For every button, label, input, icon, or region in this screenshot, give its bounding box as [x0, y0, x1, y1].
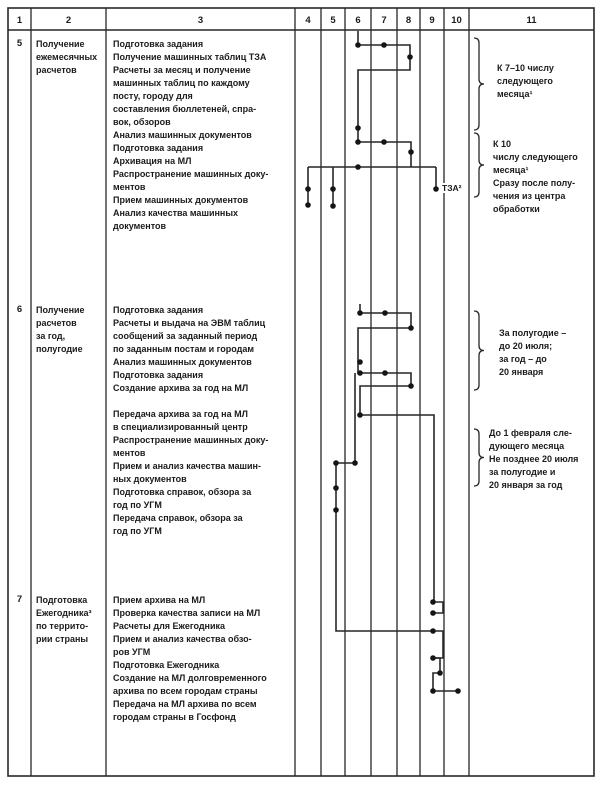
text-line: месяца¹ [497, 89, 533, 99]
text-line: ментов [113, 448, 146, 458]
text-line: сообщений за заданный период [113, 331, 258, 341]
text-line: Архивация на МЛ [113, 156, 192, 166]
column-header-5: 5 [330, 15, 336, 26]
text-line: До 1 февраля сле- [489, 428, 572, 438]
operation-dot [333, 507, 339, 513]
text-line: Сразу после полу- [493, 178, 576, 188]
text-line: по террито- [36, 621, 89, 631]
operation-dot [355, 125, 361, 131]
operation-dot [408, 149, 414, 155]
flow-connector-line [358, 304, 434, 602]
operation-dot [355, 164, 361, 170]
deadline-annotation [499, 327, 594, 379]
text-line [113, 395, 295, 408]
operation-dot [357, 370, 363, 376]
text-line: за полугодие и [489, 467, 556, 477]
text-line: составления бюллетеней, спра- [113, 104, 257, 114]
text-line: К 7–10 числу [497, 63, 554, 73]
deadline-annotation [489, 427, 594, 492]
operation-dot [305, 186, 311, 192]
operation-dot [430, 610, 436, 616]
operation-dot [352, 460, 358, 466]
text-line: Подготовка [36, 595, 88, 605]
operation-dot [455, 688, 461, 694]
text-line: Расчеты за месяц и получение [113, 65, 251, 75]
text-line: Расчеты и выдача на ЭВМ таблиц [113, 318, 266, 328]
text-line: За полугодие – [499, 328, 567, 338]
grouping-brace [474, 429, 484, 486]
operation-dot [357, 412, 363, 418]
text-line: Анализ машинных документов [113, 130, 252, 140]
operation-dot [430, 599, 436, 605]
text-line: обработки [493, 204, 540, 214]
text-line: Расчеты для Ежегодника [113, 621, 226, 631]
deadline-annotation [497, 62, 593, 101]
column-header-10: 10 [451, 15, 462, 26]
text-line: машинных таблиц по каждому [113, 78, 250, 88]
tza-label: ТЗА² [442, 183, 462, 193]
text-line: рии страны [36, 634, 89, 644]
flow-connector-line [433, 631, 443, 658]
column-header-1: 1 [16, 15, 23, 26]
flow-connector-line [433, 658, 458, 691]
grouping-brace [474, 133, 484, 197]
row-task-list [113, 38, 295, 233]
text-line: расчетов [36, 65, 77, 75]
text-line: Анализ качества машинных [113, 208, 239, 218]
text-line: городам страны в Госфонд [113, 712, 236, 722]
row-number: 6 [16, 304, 23, 315]
grouping-brace [474, 311, 484, 390]
column-header-11: 11 [526, 15, 537, 26]
text-line: 20 января [499, 367, 544, 377]
column-header-7: 7 [381, 15, 387, 26]
deadline-annotation [493, 138, 594, 216]
operation-dot [333, 485, 339, 491]
operation-dot [382, 310, 388, 316]
text-line: Передача архива за год на МЛ [113, 409, 248, 419]
text-line: Создание архива за год на МЛ [113, 383, 249, 393]
text-line: Анализ машинных документов [113, 357, 252, 367]
column-header-8: 8 [405, 15, 412, 26]
text-line: чения из центра [493, 191, 566, 201]
text-line: Прием архива на МЛ [113, 595, 206, 605]
operation-dot [430, 688, 436, 694]
text-line: за год, [36, 331, 66, 341]
text-line: Подготовка Ежегодника [113, 660, 220, 670]
operation-dot [357, 310, 363, 316]
row-name [36, 38, 106, 77]
operation-dot [382, 370, 388, 376]
grouping-brace [474, 38, 484, 130]
text-line: вок, обзоров [113, 117, 171, 127]
row-name [36, 304, 106, 356]
text-line: документов [113, 221, 167, 231]
text-line: Прием машинных документов [113, 195, 249, 205]
text-line: Подготовка справок, обзора за [113, 487, 252, 497]
column-header-2: 2 [65, 15, 72, 26]
text-line: Распространение машинных доку- [113, 169, 269, 179]
row-name [36, 594, 106, 646]
text-line: архива по всем городам страны [113, 686, 258, 696]
text-line: посту, городу для [113, 91, 193, 101]
text-line: Подготовка задания [113, 305, 204, 315]
text-line: Получение [36, 39, 85, 49]
text-line: полугодие [36, 344, 83, 354]
text-line: Прием и анализ качества машин- [113, 461, 261, 471]
text-line: ных документов [113, 474, 187, 484]
text-line: Прием и анализ качества обзо- [113, 634, 252, 644]
text-line: следующего [497, 76, 553, 86]
text-line: год по УГМ [113, 500, 162, 510]
text-line: Ежегодника³ [36, 608, 92, 618]
text-line: за год – до [499, 354, 547, 364]
text-line: ежемесячных [36, 52, 98, 62]
operation-dot [433, 186, 439, 192]
operation-dot [407, 54, 413, 60]
column-header-3: 3 [197, 15, 204, 26]
text-line: ров УГМ [113, 647, 151, 657]
text-line: Не позднее 20 июля [489, 454, 579, 464]
text-line: ментов [113, 182, 146, 192]
text-line: 20 января за год [489, 480, 563, 490]
operation-dot [355, 139, 361, 145]
text-line: Получение [36, 305, 85, 315]
operation-dot [408, 383, 414, 389]
operation-dot [330, 203, 336, 209]
text-line: Проверка качества записи на МЛ [113, 608, 261, 618]
operation-dot [381, 42, 387, 48]
table-outer-border [8, 8, 594, 776]
text-line: до 20 июля; [499, 341, 553, 351]
text-line: в специализированный центр [113, 422, 248, 432]
text-line: К 10 [493, 139, 512, 149]
text-line: числу следующего [493, 152, 578, 162]
text-line: Подготовка задания [113, 39, 204, 49]
flow-connector-line [358, 31, 411, 167]
operation-dot [381, 139, 387, 145]
row-task-list [113, 594, 295, 724]
operation-dot [430, 628, 436, 634]
operation-dot [357, 359, 363, 365]
text-line: расчетов [36, 318, 77, 328]
column-header-9: 9 [429, 15, 435, 26]
text-line: Подготовка задания [113, 370, 204, 380]
text-line: по заданным постам и городам [113, 344, 255, 354]
text-line: Передача на МЛ архива по всем [113, 699, 257, 709]
operation-dot [330, 186, 336, 192]
text-line: Подготовка задания [113, 143, 204, 153]
text-line: дующего месяца [489, 441, 565, 451]
column-header-6: 6 [355, 15, 361, 26]
operation-dot [408, 325, 414, 331]
flow-connector-line [336, 373, 433, 631]
operation-dot [437, 670, 443, 676]
text-line: год по УГМ [113, 526, 162, 536]
operation-dot [355, 42, 361, 48]
text-line: Распространение машинных доку- [113, 435, 269, 445]
operation-dot [430, 655, 436, 661]
text-line: месяца¹ [493, 165, 529, 175]
operation-dot [305, 202, 311, 208]
text-line: Создание на МЛ долговременного [113, 673, 267, 683]
text-line: Получение машинных таблиц ТЗА [113, 52, 267, 62]
text-line: Передача справок, обзора за [113, 513, 243, 523]
row-task-list [113, 304, 295, 538]
row-number: 7 [16, 594, 23, 605]
column-header-4: 4 [305, 15, 311, 26]
operation-dot [333, 460, 339, 466]
row-number: 5 [16, 38, 23, 49]
